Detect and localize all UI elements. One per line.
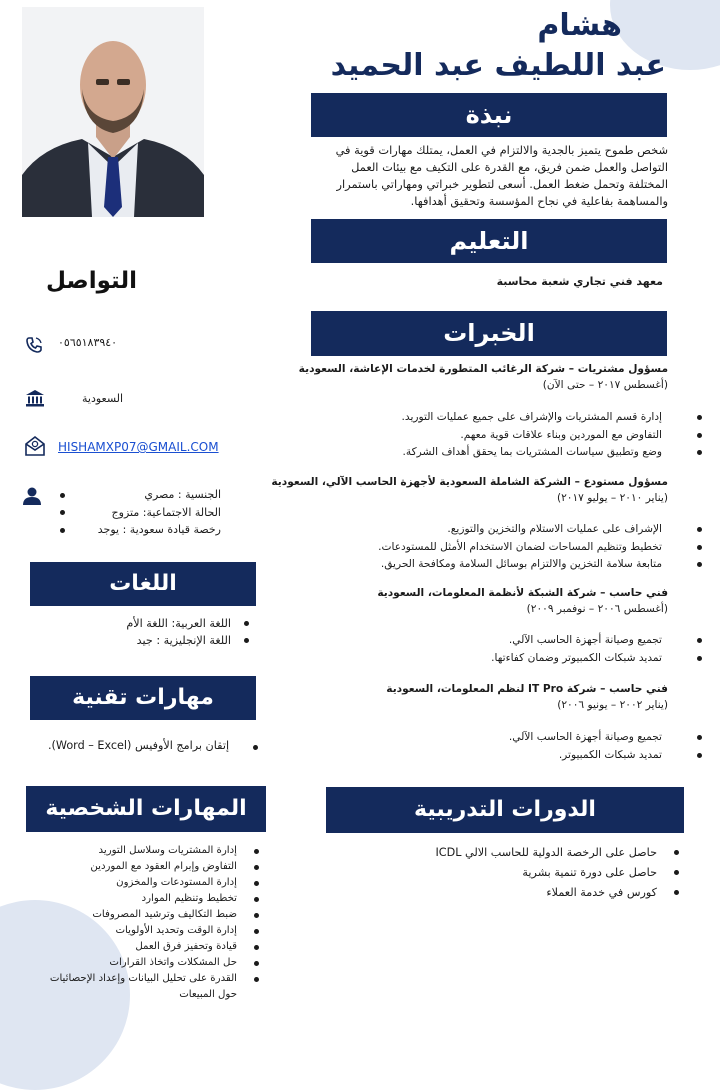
list-item: وضع وتطبيق سياسات المشتريات بما يحقق أهداف الشركة. [402, 444, 662, 462]
personal-skills-list [50, 843, 237, 1003]
job-tasks [509, 729, 662, 764]
personal-skills-header: المهارات الشخصية [26, 786, 266, 832]
tech-skill-item: إتقان برامج الأوفيس (Word – Excel). [48, 739, 230, 752]
email-icon [24, 435, 46, 457]
education-header: التعليم [311, 219, 667, 263]
languages-header: اللغات [30, 562, 256, 606]
languages-list [126, 615, 231, 649]
bullet [60, 493, 65, 498]
profile-photo [22, 7, 204, 217]
list-item: الإشراف على عمليات الاستلام والتخزين والتوزيع. [378, 521, 662, 539]
list-item: تمديد شبكات الكمبيوتر. [509, 747, 662, 765]
first-name: هشام [537, 8, 622, 43]
job-date: (أغسطس ٢٠٠٦ – نوفمبر ٢٠٠٩) [526, 603, 668, 615]
person-portrait-icon [22, 7, 204, 217]
phone-icon [25, 336, 43, 354]
bank-icon [25, 389, 45, 407]
list-item: ضبط التكاليف وترشيد المصروفات [50, 907, 237, 923]
job-title: فني حاسب – شركة الشبكة لأنظمة المعلومات، السعودية [377, 587, 668, 599]
list-item: حل المشكلات واتخاذ القرارات [50, 955, 237, 971]
list-item: اللغة العربية: اللغة الأم [126, 617, 231, 630]
list-item: تخطيط وتنظيم الموارد [50, 891, 237, 907]
list-item: إدارة المشتريات وسلاسل التوريد [50, 843, 237, 859]
list-item-continued: حول المبيعات [179, 989, 237, 1000]
list-item: التفاوض وإبرام العقود مع الموردين [50, 859, 237, 875]
list-item: اللغة الإنجليزية : جيد [126, 632, 231, 649]
list-item: حاصل على الرخصة الدولية للحاسب الالي ICDL [435, 843, 657, 863]
job-date: (يناير ٢٠١٠ – يوليو ٢٠١٧) [556, 492, 668, 504]
courses-header: الدورات التدريبية [326, 787, 684, 833]
job-tasks [402, 409, 662, 462]
bullet [253, 745, 258, 750]
personal-item: الحالة الاجتماعية: متزوج [111, 505, 221, 519]
email-link[interactable]: HISHAMXP07@GMAIL.COM [58, 440, 219, 454]
job-date: (يناير ٢٠٠٢ – يونيو ٢٠٠٦) [557, 699, 668, 711]
list-item: إدارة الوقت وتحديد الأولويات [50, 923, 237, 939]
personal-info [66, 486, 221, 539]
list-item: قيادة وتحفيز فرق العمل [50, 939, 237, 955]
about-header: نبذة [311, 93, 667, 137]
list-item: متابعة سلامة التخزين والالتزام بوسائل السلامة ومكافحة الحريق. [378, 556, 662, 574]
education-text: معهد فني تجاري شعبة محاسبة [496, 275, 663, 288]
list-item: حاصل على دورة تنمية بشرية [435, 863, 657, 883]
job-title: فني حاسب – شركة IT Pro لنظم المعلومات، السعودية [386, 683, 668, 695]
list-item: تخطيط وتنظيم المساحات لضمان الاستخدام الأمثل للمستودعات. [378, 539, 662, 557]
bullet [60, 528, 65, 533]
tech-skills-header: مهارات تقنية [30, 676, 256, 720]
list-item: كورس في خدمة العملاء [435, 883, 657, 903]
list-item: تجميع وصيانة أجهزة الحاسب الآلي. [509, 729, 662, 747]
list-item: إدارة قسم المشتريات والإشراف على جميع عمليات التوريد. [402, 409, 662, 427]
experience-header: الخبرات [311, 311, 667, 356]
job-date: (أغسطس ٢٠١٧ – حتى الآن) [542, 379, 668, 391]
about-text: شخص طموح يتميز بالجدية والالتزام في العمل، يمتلك مهارات قوية في التواصل والعمل ضمن فريق، مع القدرة على التكيف مع بيئات العمل المختلفة وتحمل ضغط العمل. أسعى لتطوير خبراتي ومهاراتي باستمرار والمساهمة بفاعلية في نجاح المؤسسة وتحقيق أهدافها. [335, 143, 668, 208]
courses-list [435, 843, 657, 903]
user-icon [22, 486, 42, 506]
personal-item: رخصة قيادة سعودية : يوجد [97, 523, 221, 536]
job-tasks [378, 521, 662, 574]
job-title: مسؤول مستودع – الشركة الشاملة السعودية لأجهزة الحاسب الآلي، السعودية [271, 476, 668, 488]
list-item: التفاوض مع الموردين وبناء علاقات قوية معهم. [402, 427, 662, 445]
country: السعودية [82, 392, 124, 405]
job-tasks [491, 632, 662, 667]
phone-number[interactable]: ٠٥٦٥١٨٣٩٤٠ [58, 336, 118, 349]
job-title: مسؤول مشتريات – شركة الرغائب المتطورة لخدمات الإعاشة، السعودية [298, 363, 668, 375]
list-item: تجميع وصيانة أجهزة الحاسب الآلي. [491, 632, 662, 650]
personal-item: الجنسية : مصري [144, 488, 221, 501]
list-item: تمديد شبكات الكمبيوتر وضمان كفاءتها. [491, 650, 662, 668]
bullet [60, 510, 65, 515]
last-name: عبد اللطيف عبد الحميد [330, 48, 666, 83]
list-item: إدارة المستودعات والمخزون [50, 875, 237, 891]
contact-header: التواصل [46, 268, 137, 294]
list-item: القدرة على تحليل البيانات وإعداد الإحصائيات [50, 971, 237, 987]
